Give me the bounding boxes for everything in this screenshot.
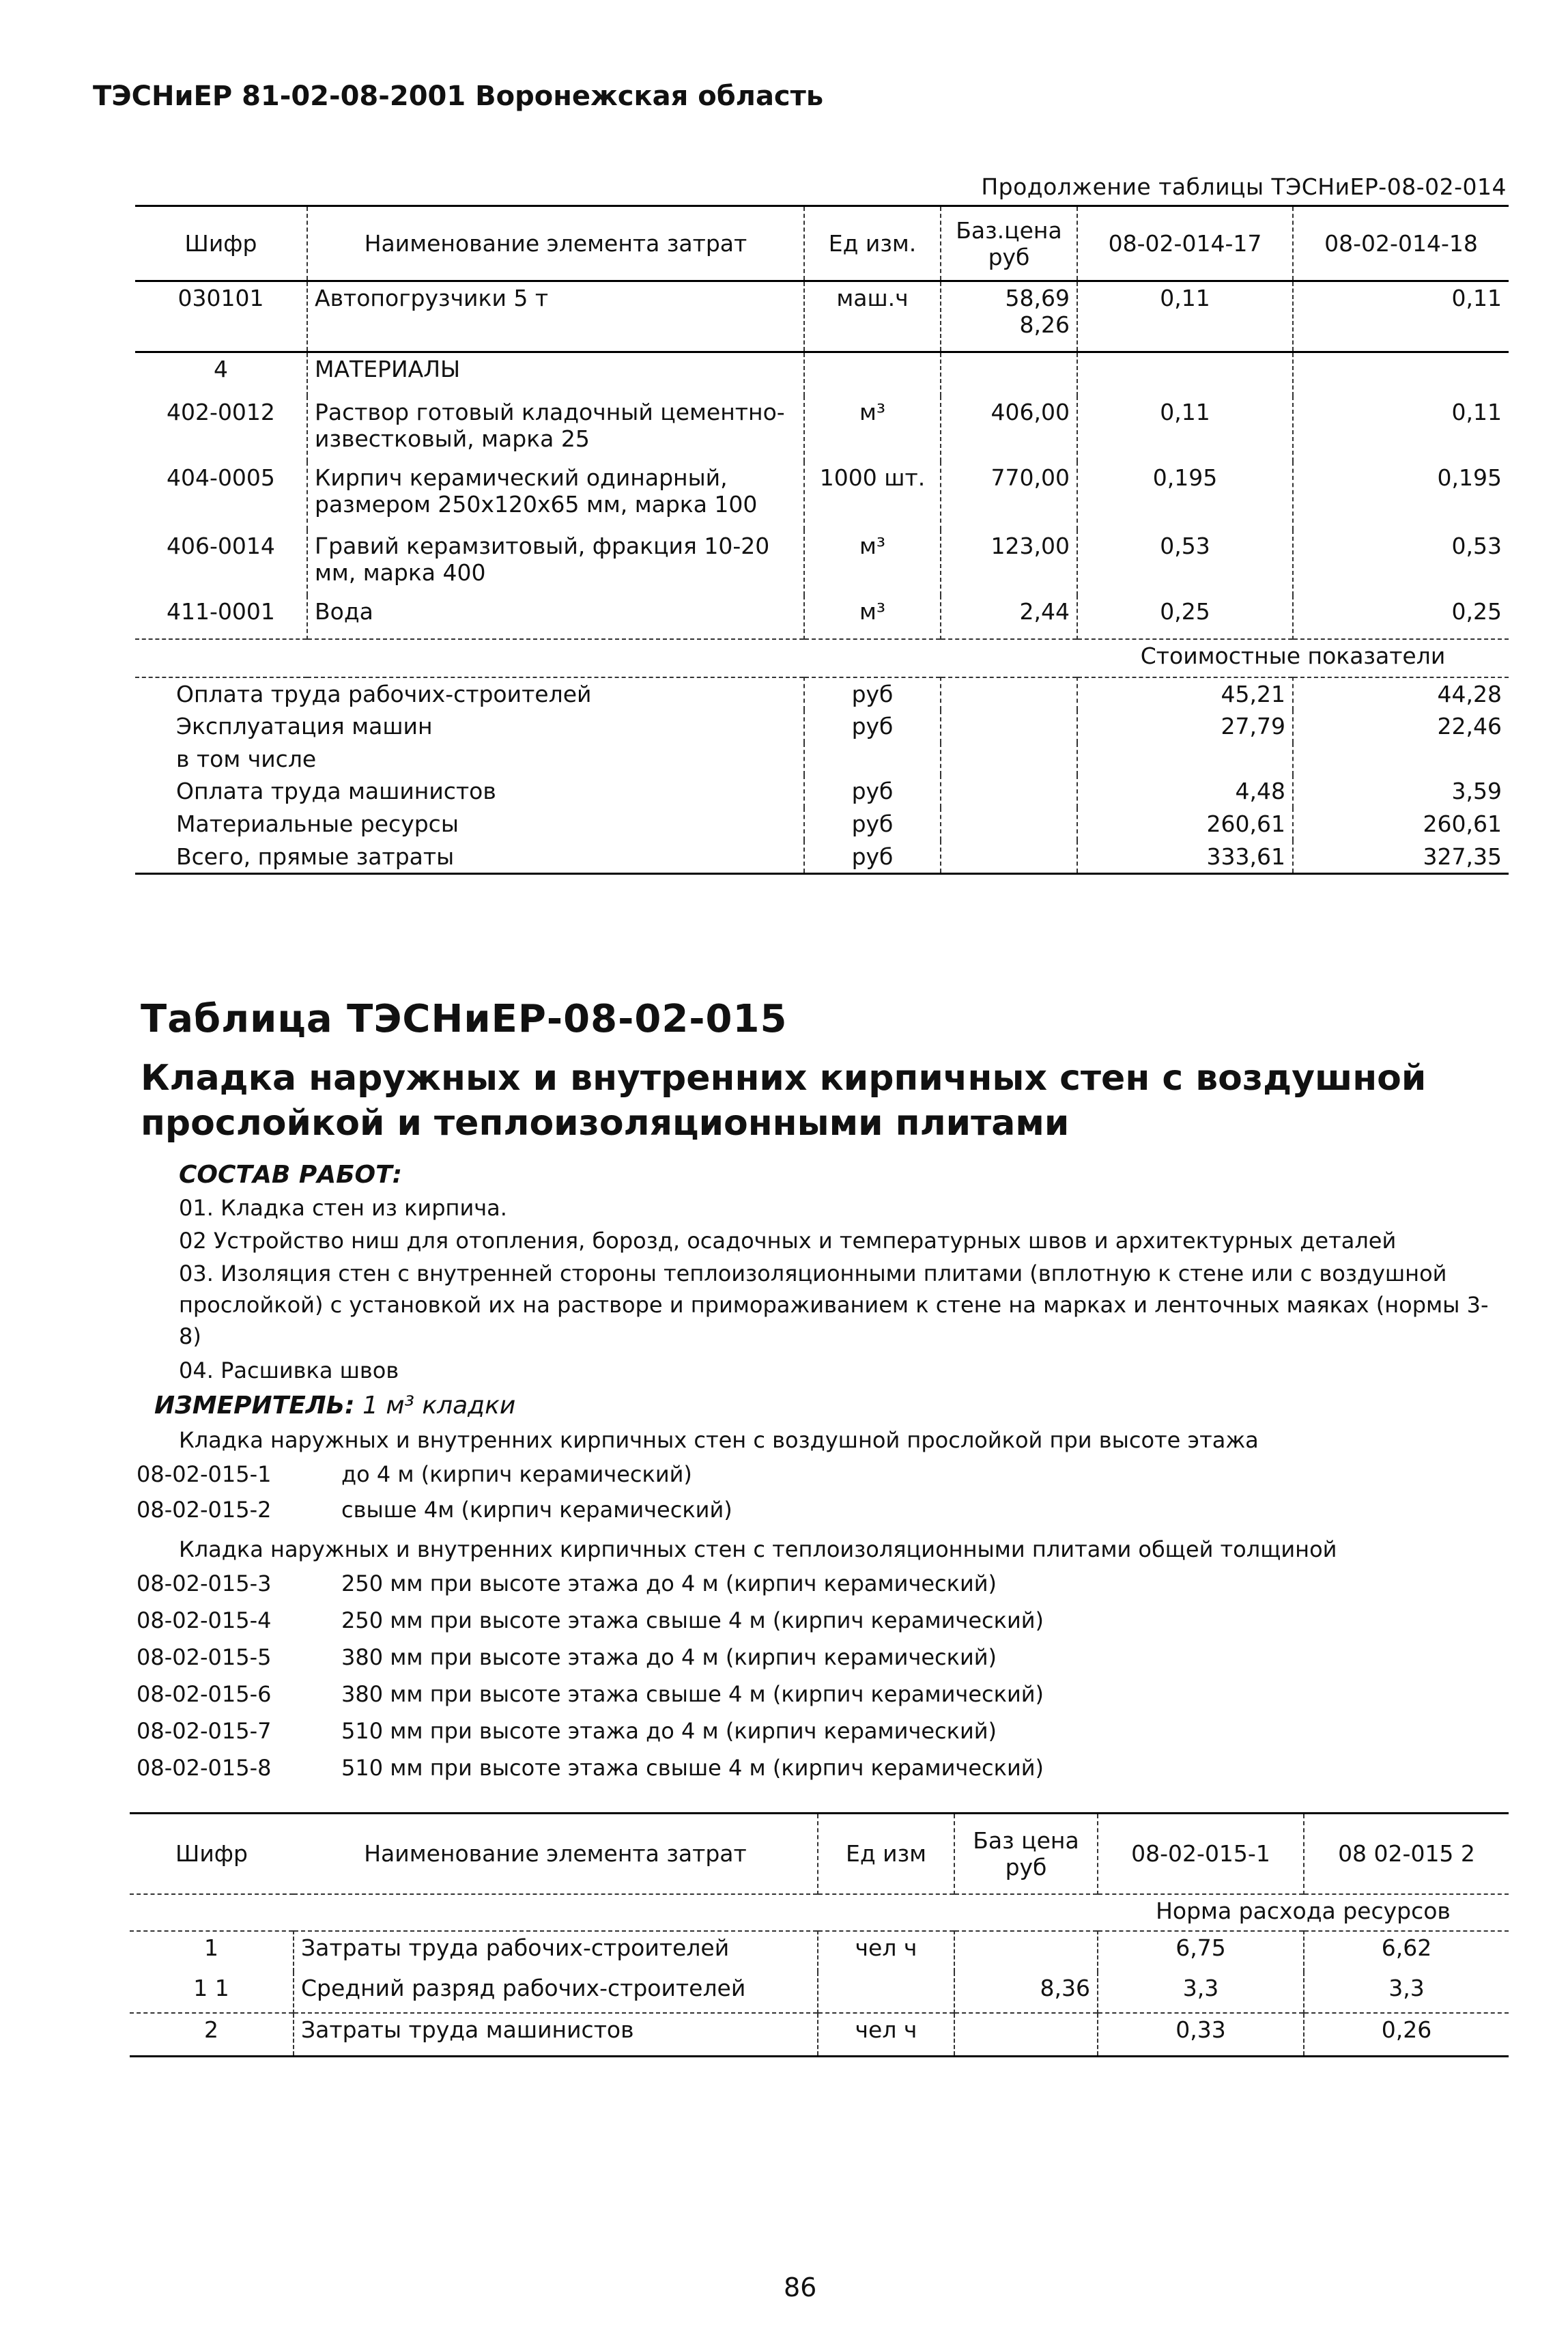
group-title: Кладка наружных и внутренних кирпичных стен с воздушной прослойкой при высоте этажа — [179, 1427, 1259, 1453]
norm-desc: до 4 м (кирпич керамический) — [341, 1461, 692, 1487]
table-row — [135, 530, 1509, 595]
row-name: Кирпич керамический одинарный, размером 250х120х65 мм, марка 100 — [307, 462, 804, 530]
table-row — [135, 281, 1509, 352]
resources-table-014 — [135, 205, 1509, 875]
row-value-1: 3,3 — [1098, 1972, 1304, 2013]
cost-name: Оплата труда рабочих-строителей — [176, 680, 592, 707]
cost-indicators-header: Стоимостные показатели — [1140, 642, 1446, 669]
col-unit-header: Ед изм — [818, 1814, 954, 1894]
cost-value-17: 45,21 — [1077, 677, 1293, 710]
row-unit: чел ч — [818, 1931, 954, 1972]
work-step: 01. Кладка стен из кирпича. — [179, 1195, 507, 1221]
section-code: 4 — [214, 356, 228, 382]
norm-code: 08-02-015-7 — [137, 1718, 272, 1744]
row-value-1: 6,75 — [1098, 1931, 1304, 1972]
row-value-18: 0,25 — [1293, 595, 1509, 639]
cost-value-18: 3,59 — [1293, 775, 1509, 808]
col-norm-1-header: 08-02-015-1 — [1098, 1814, 1304, 1894]
row-price: 2,44 — [941, 595, 1077, 639]
row-name: Вода — [307, 595, 804, 639]
row-value-1: 0,33 — [1098, 2013, 1304, 2057]
row-value-17: 0,195 — [1077, 462, 1293, 530]
resources-table-015 — [130, 1812, 1509, 2057]
cost-value-18: 44,28 — [1293, 677, 1509, 710]
row-price: 123,00 — [941, 530, 1077, 595]
row-value-18: 0,11 — [1293, 396, 1509, 462]
row-value-2: 0,26 — [1304, 2013, 1509, 2057]
row-code: 1 1 — [193, 1974, 229, 2001]
norm-header-row — [130, 1894, 1509, 1931]
norm-code: 08-02-015-3 — [137, 1570, 272, 1596]
row-price — [954, 2013, 1098, 2057]
row-value-17: 0,11 — [1077, 396, 1293, 462]
col-unit-header: Ед изм. — [804, 206, 941, 281]
col-name-header: Наименование элемента затрат — [307, 206, 804, 281]
cost-row — [135, 677, 1509, 710]
col-price-header: Баз цена руб — [954, 1814, 1098, 1894]
row-name: Средний разряд рабочих-строителей — [294, 1972, 818, 2013]
norm-desc: 380 мм при высоте этажа до 4 м (кирпич керамический) — [341, 1644, 997, 1670]
norm-desc: 510 мм при высоте этажа свыше 4 м (кирпич керамический) — [341, 1755, 1044, 1781]
work-step: 03. Изоляция стен с внутренней стороны теплоизоляционными плитами (вплотную к стене или с воздушной прослойкой) с установкой их на растворе и примораживанием к стене на марках и ленточных маяках (нормы 3-8) — [179, 1260, 1489, 1349]
measure-unit — [154, 1392, 515, 1420]
cost-name: Эксплуатация машин — [176, 712, 433, 739]
row-unit: чел ч — [818, 2013, 954, 2057]
cost-value-17: 333,61 — [1077, 841, 1293, 874]
cost-unit: руб — [804, 841, 941, 874]
norm-desc: свыше 4м (кирпич керамический) — [341, 1497, 732, 1523]
composition-label: СОСТАВ РАБОТ: — [179, 1161, 403, 1189]
norm-desc: 250 мм при высоте этажа свыше 4 м (кирпич керамический) — [341, 1607, 1044, 1633]
cost-row — [135, 808, 1509, 841]
list-item — [137, 1461, 1502, 1491]
table-row — [135, 396, 1509, 462]
col-code-header: Шифр — [184, 230, 257, 257]
norm-desc: 510 мм при высоте этажа до 4 м (кирпич керамический) — [341, 1718, 997, 1744]
list-item — [137, 1497, 1502, 1527]
norm-code: 08-02-015-6 — [137, 1681, 272, 1707]
table-section-row — [135, 352, 1509, 396]
cost-header-row — [135, 639, 1509, 677]
group-title: Кладка наружных и внутренних кирпичных стен с теплоизоляционными плитами общей толщиной — [179, 1536, 1337, 1562]
list-item — [137, 1755, 1502, 1785]
col-norm-18-header: 08-02-014-18 — [1293, 206, 1509, 281]
norm-header: Норма расхода ресурсов — [1156, 1897, 1451, 1924]
cost-value-18: 260,61 — [1293, 808, 1509, 841]
cost-unit: руб — [804, 710, 941, 743]
cost-name: Оплата труда машинистов — [176, 777, 496, 804]
row-code: 402-0012 — [167, 398, 275, 425]
row-price: 770,00 — [941, 462, 1077, 530]
norm-code: 08-02-015-1 — [137, 1461, 272, 1487]
cost-row — [135, 710, 1509, 743]
row-code: 406-0014 — [167, 532, 275, 559]
row-name: Гравий керамзитовый, фракция 10-20 мм, марка 400 — [307, 530, 804, 595]
work-step: 04. Расшивка швов — [179, 1357, 399, 1383]
row-value-18: 0,195 — [1293, 462, 1509, 530]
section-name: МАТЕРИАЛЫ — [307, 352, 804, 396]
row-unit: м³ — [804, 530, 941, 595]
row-value-18: 0,53 — [1293, 530, 1509, 595]
cost-value-17: 4,48 — [1077, 775, 1293, 808]
norm-code: 08-02-015-5 — [137, 1644, 272, 1670]
row-value-17: 0,53 — [1077, 530, 1293, 595]
row-name: Затраты труда рабочих-строителей — [294, 1931, 818, 1972]
list-item — [137, 1644, 1502, 1674]
table-row — [135, 595, 1509, 639]
row-price: 58,69 8,26 — [941, 281, 1077, 352]
table-title: Таблица ТЭСНиЕР-08-02-015 — [141, 997, 788, 1041]
cost-value-17: 260,61 — [1077, 808, 1293, 841]
row-unit: маш.ч — [804, 281, 941, 352]
row-price — [954, 1931, 1098, 1972]
table-row — [130, 1931, 1509, 1972]
cost-unit: руб — [804, 775, 941, 808]
list-item — [137, 1570, 1502, 1601]
row-code: 404-0005 — [167, 464, 275, 491]
row-value-2: 3,3 — [1304, 1972, 1509, 2013]
row-code: 030101 — [177, 285, 264, 311]
cost-row — [135, 775, 1509, 808]
row-name: Затраты труда машинистов — [294, 2013, 818, 2057]
table-row — [135, 462, 1509, 530]
list-item — [137, 1718, 1502, 1748]
row-unit — [818, 1972, 954, 2013]
row-unit: м³ — [804, 595, 941, 639]
row-unit: 1000 шт. — [804, 462, 941, 530]
table-continuation-caption: Продолжение таблицы ТЭСНиЕР-08-02-014 — [981, 173, 1507, 200]
page-number: 86 — [784, 2272, 817, 2302]
cost-value-18: 22,46 — [1293, 710, 1509, 743]
norm-code: 08-02-015-2 — [137, 1497, 272, 1523]
norm-code: 08-02-015-4 — [137, 1607, 272, 1633]
col-name-header: Наименование элемента затрат — [364, 1840, 747, 1868]
meter-value: 1 м³ кладки — [362, 1392, 516, 1420]
work-step: 02 Устройство ниш для отопления, борозд, осадочных и температурных швов и архитектурных деталей — [179, 1228, 1397, 1254]
cost-unit: руб — [804, 677, 941, 710]
cost-row — [135, 743, 1509, 775]
table-row — [130, 1972, 1509, 2013]
row-name: Раствор готовый кладочный цементно-известковый, марка 25 — [307, 396, 804, 462]
row-price: 406,00 — [941, 396, 1077, 462]
norm-code: 08-02-015-8 — [137, 1755, 272, 1781]
col-norm-2-header: 08 02-015 2 — [1304, 1814, 1509, 1894]
norm-desc: 380 мм при высоте этажа свыше 4 м (кирпич керамический) — [341, 1681, 1044, 1707]
list-item — [137, 1681, 1502, 1711]
cost-value-17: 27,79 — [1077, 710, 1293, 743]
cost-unit: руб — [804, 808, 941, 841]
col-norm-17-header: 08-02-014-17 — [1077, 206, 1293, 281]
cost-name: Всего, прямые затраты — [176, 843, 455, 870]
meter-label: ИЗМЕРИТЕЛЬ: — [154, 1392, 355, 1420]
row-code: 2 — [204, 2016, 218, 2043]
row-code: 1 — [204, 1934, 218, 1961]
row-value-17: 0,25 — [1077, 595, 1293, 639]
row-name: Автопогрузчики 5 т — [307, 281, 804, 352]
cost-value-18: 327,35 — [1293, 841, 1509, 874]
cost-name: в том числе — [176, 745, 317, 772]
cost-name: Материальные ресурсы — [176, 810, 459, 837]
row-value-2: 6,62 — [1304, 1931, 1509, 1972]
row-price: 8,36 — [954, 1972, 1098, 2013]
table-subtitle: Кладка наружных и внутренних кирпичных стен с воздушной прослойкой и теплоизоляционными плитами — [141, 1058, 1427, 1144]
cost-row — [135, 841, 1509, 874]
row-unit: м³ — [804, 396, 941, 462]
col-code-header: Шифр — [175, 1840, 248, 1868]
row-value-18: 0,11 — [1293, 281, 1509, 352]
table-row — [130, 2013, 1509, 2057]
list-item — [137, 1607, 1502, 1637]
document-header: ТЭСНиЕР 81-02-08-2001 Воронежская область — [93, 81, 824, 112]
norm-desc: 250 мм при высоте этажа до 4 м (кирпич керамический) — [341, 1570, 997, 1596]
row-value-17: 0,11 — [1077, 281, 1293, 352]
row-code: 411-0001 — [167, 597, 275, 625]
col-price-header: Баз.цена руб — [941, 206, 1077, 281]
